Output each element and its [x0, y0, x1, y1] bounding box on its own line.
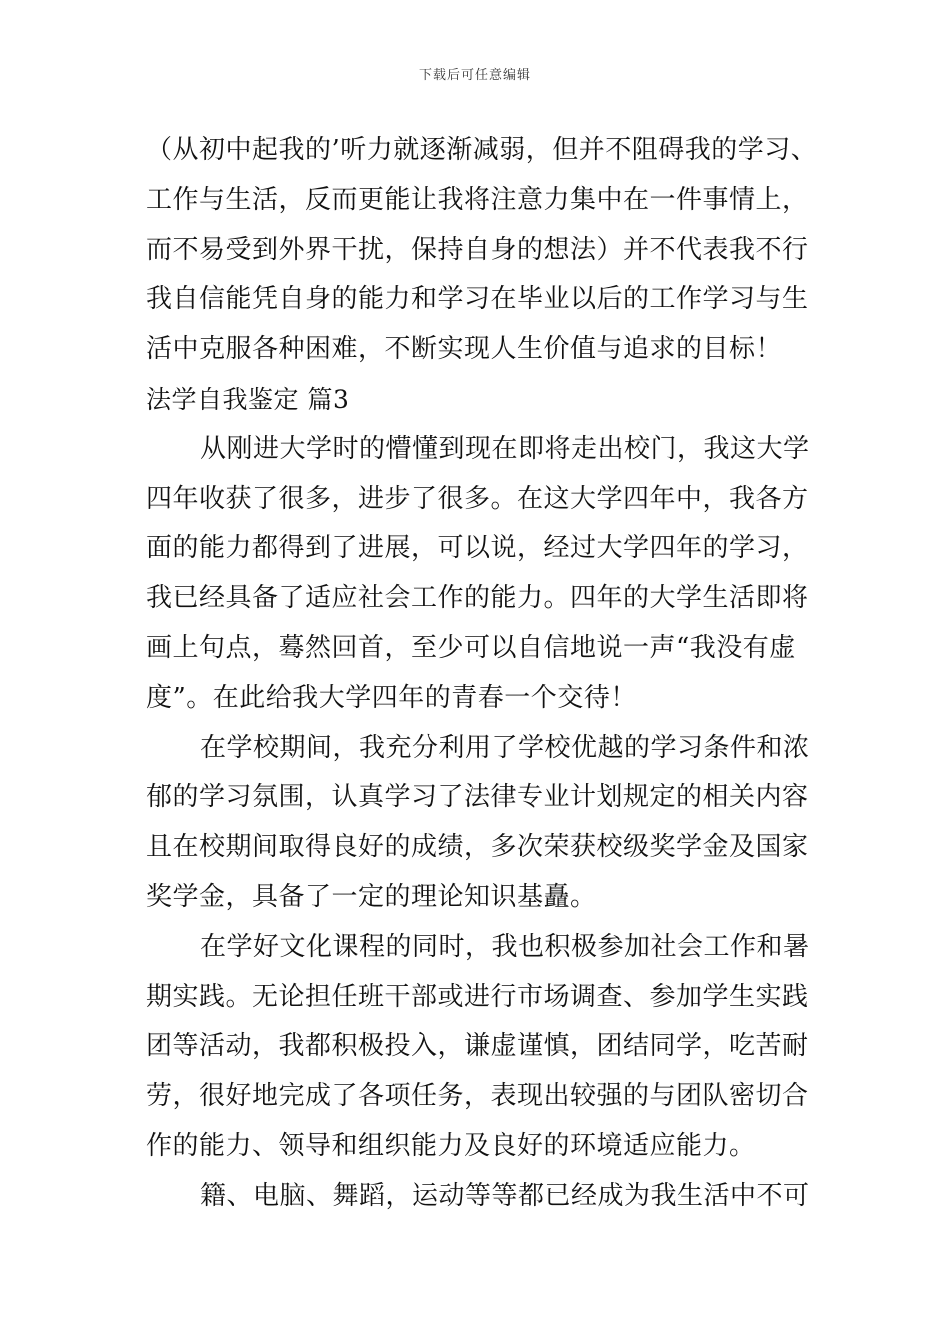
text-line: 而不易受到外界干扰，保持自身的想法）并不代表我不行 [146, 234, 809, 265]
text-line: 籍、电脑、舞蹈，运动等等都已经成为我生活中不可 [200, 1180, 810, 1211]
text-line: 我已经具备了适应社会工作的能力。四年的大学生活即将 [146, 583, 809, 614]
text-line: 郁的学习氛围，认真学习了法律专业计划规定的相关内容 [146, 782, 809, 813]
text-line: 从刚进大学时的懵懂到现在即将走出校门，我这大学 [200, 433, 810, 464]
page-header: 下载后可任意编辑 [418, 68, 531, 83]
text-line: 作的能力、领导和组织能力及良好的环境适应能力。 [146, 1130, 756, 1161]
text-line: 劳，很好地完成了各项任务，表现出较强的与团队密切合 [146, 1081, 809, 1112]
text-line: 度”。在此给我大学四年的青春一个交待！ [146, 682, 637, 713]
text-line: 在学校期间，我充分利用了学校优越的学习条件和浓 [200, 732, 810, 763]
text-line: 团等活动，我都积极投入，谦虚谨慎，团结同学，吃苦耐 [146, 1031, 809, 1062]
document-body [146, 126, 816, 1222]
text-line: 且在校期间取得良好的成绩，多次荣获校级奖学金及国家 [146, 832, 809, 863]
text-line: 面的能力都得到了进展，可以说，经过大学四年的学习， [146, 533, 809, 564]
text-line: 工作与生活，反而更能让我将注意力集中在一件事情上， [146, 184, 809, 215]
text-line: 画上句点，蓦然回首，至少可以自信地说一声“我没有虚 [146, 632, 796, 663]
section-heading: 法学自我鉴定 篇3 [146, 384, 350, 414]
text-line: 四年收获了很多，进步了很多。在这大学四年中，我各方 [146, 483, 809, 514]
text-line: （从初中起我的’听力就逐渐减弱，但并不阻碍我的学习、 [146, 135, 818, 165]
text-line: 活中克服各种困难，不断实现人生价值与追求的目标！ [146, 334, 783, 365]
text-line: 在学好文化课程的同时，我也积极参加社会工作和暑 [200, 931, 810, 962]
text-line: 期实践。无论担任班干部或进行市场调查、参加学生实践 [146, 981, 809, 1012]
text-line: 奖学金，具备了一定的理论知识基矗。 [146, 881, 597, 912]
text-line: 我自信能凭自身的能力和学习在毕业以后的工作学习与生 [146, 284, 809, 315]
